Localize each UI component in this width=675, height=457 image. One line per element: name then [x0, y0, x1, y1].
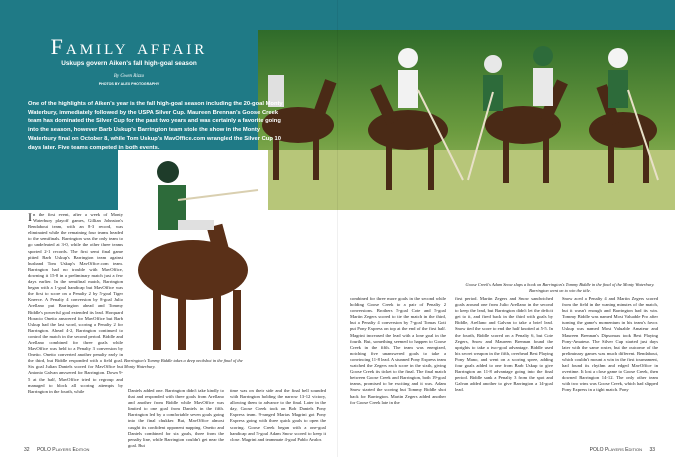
page-number-right: 33	[649, 447, 655, 453]
polo-match-photo	[258, 30, 675, 210]
right-folio	[590, 447, 655, 453]
body-column-3: time was on their side and the final bell sounded with Barrington holding the narrow 13-12 victory, allowing them to advance to the final. Later in the day, Goose Creek took on Bob Daniels Pony Express team. 9-ranged Marias Magrini got Pony Express going with three quick goals to open the scoring. Goose Creek began with a one-goal handicap and 5-goal Adam Snow scored to keep it close. Magrini and teammate 4-goal Pablo Avalos	[230, 388, 326, 442]
body-column-5: first period. Martin Zegers and Snow sandwiched goals around one from Julio Arellano in the second to keep the lead, but Barrington didn't let the deficit get to it, and fired back in the third with goals by Biddle, Arellano and Galvan to take a brief lead. Snow tied the score to end the half knotted at 5-5. In the fourth, Biddle scored on a Penalty 6, but Cote Zegers, Snow and Maureen Brennan found the uprights to take a two-goal advantage. Biddle used his secret weapon in the fifth, overhead Best Playing Pony Mano, and went on a scoring spree, adding four goals added to one from Barb Uskup to give Barrington an 11-8 advantage going into the final period. Biddle sank a Penalty 3 from the spot and Galvan added another to give Barrington a 14-goal lead.	[455, 296, 553, 393]
body-column-2: Daniels added one. Barrington didn't take kindly to that and responded with three goals from Arellano and another from Biddle while MavOffice was limited to one goal from Daniels in the fifth. Barrington led by a comfortable seven goals going into the final chukker. But, MavOffice almost caught its confident opponent napping. Onetto and Daniels combined for six goals, three from the penalty line, while Barrington couldn't get near the goal. But	[128, 388, 224, 448]
article-title: Family affair	[50, 34, 208, 59]
intro-paragraph: One of the highlights of Aiken's year is the fall high-goal season including the 20-goal Monty Waterbury, immediately followed by the USPA Silver Cup. Maureen Brennan's Goose Creek team has dominated the Silver Cup for the past two years and was certainly a favorite going into the season, however Barb Uskup's Barrington team stole the show in the Monty Waterbury final on October 8, while Tom Uskup's MavOffice.com wrangled the Silver Cup 10 days later. Five teams competed in both events.	[28, 101, 283, 151]
polo-match-illustration	[258, 30, 675, 210]
article-subtitle: Uskups govern Aiken's fall high-goal season	[61, 60, 197, 67]
left-photo-caption: Barrington's Tommy Biddle takes a deep neckshot in the final of the Monty Waterbury.	[124, 358, 243, 369]
top-photo-caption: Goose Creek's Adam Snow slaps a hook on Barrington's Tommy Biddle in the final of the Monty Waterbury. Barrington went on to win the title.	[465, 282, 655, 293]
left-folio	[24, 447, 89, 453]
rider-illustration	[118, 150, 268, 355]
publication-name-right: POLO Players Edition	[589, 447, 643, 453]
body-column-6: Snow aced a Penalty 4 and Martin Zegers scored from the field in the waning minutes of the match, but it wasn't enough and Barrington had its win. Tommy Biddle was named Most Valuable Pro after turning the game's momentum in his team's favor. Uskup was named Most Valuable Amateur and Maureen Brennan's Dipsomax took Best Playing Pony-Amateur. The Silver Cup started just days later with the same roster, but the outcome of the preliminary games was much different. Bendabout, which couldn't mount a win in the first tournament, had found its rhythm and edged MavOffice in overtime. It lost a close game to Goose Creek, then downed Barrington 14-12. The only other team with two wins was Goose Creek, which had slipped Pony Express in a tight match. Pony	[562, 296, 658, 393]
body-column-1: In the first event, after a week of Monty Waterbury playoff games, Gillian Johnston's Bendabout team, with an 8-3 record, was eliminated while the remaining four teams headed to the semifinals. Barrington was the only team to go undefeated at 3-0, while the other three teams sported 2-1 records. The first semi final game pitted Barb Uskup's Barrington team against husband Tom Uskup's MavOffice.com team. Barrington had no trouble with MavOffice, downing it 15-8 in a preliminary match just a few days earlier. In the semifinal match, Barrington began with a 1-goal handicap but MavOffice was the first to score on a Penalty 2 by 5-goal Tiger Kneece. A Penalty 4 conversion by 8-goal Julio Arellano put Barrington ahead and Tommy Biddle's powerful goal extended its lead. Horquard Horacio Onetto answered for MavOffice but Barb Uskup had the last word, scoring a Penalty 2 for Barrington. Ahead 4-2, Barrington continued to control the match in the second period. Biddle and Arellano combined for three goals while MavOffice was held to a Penalty 3 conversion by Onetto. Onetto converted another penalty early in the third, but Biddle responded with a field goal. Six goal Julian Daniels scored for MavOffice but Antonio Galvan answered for Barrington. Down 9-5 at the half, MavOffice tried to regroup and managed to block all scoring attempts by Barrington in the fourth, while	[28, 210, 123, 394]
byline: By Gwen Rizzo	[113, 74, 145, 79]
photo-credit: PHOTOS BY ALEX PHOTOGRAPHY	[98, 82, 160, 86]
page-number-left: 32	[24, 447, 30, 453]
biddle-photo	[118, 150, 268, 355]
page-gutter	[337, 0, 338, 457]
publication-name-left: POLO Players Edition	[36, 447, 90, 453]
body-column-4: combined for three more goals in the second while holding Goose Creek to a pair of Penalty 2 conversions. Brothers 5-goal Cote and 5-goal Martin Zegers scored to tie the match in the third, but a Penalty 4 conversion by 7-goal Tomas Goti put Pony Express on top at the end of the first half. Magrini increased the lead with a lone goal in the fourth. But, something seemed to happen to Goose Creek in the fifth. The team was energized, notching five unanswered goals to take a convincing 11-8 lead. A stunned Pony Express team watched the Zegers each score in the sixth, giving Goose Creek its ticket to the final. The final match between Goose Creek and Barrington, both 19-goal teams, promised to be exciting and it was. Adam Snow started the scoring but Tommy Biddle shot back for Barrington. Martin Zegers added another for Goose Creek late in the	[350, 296, 446, 405]
